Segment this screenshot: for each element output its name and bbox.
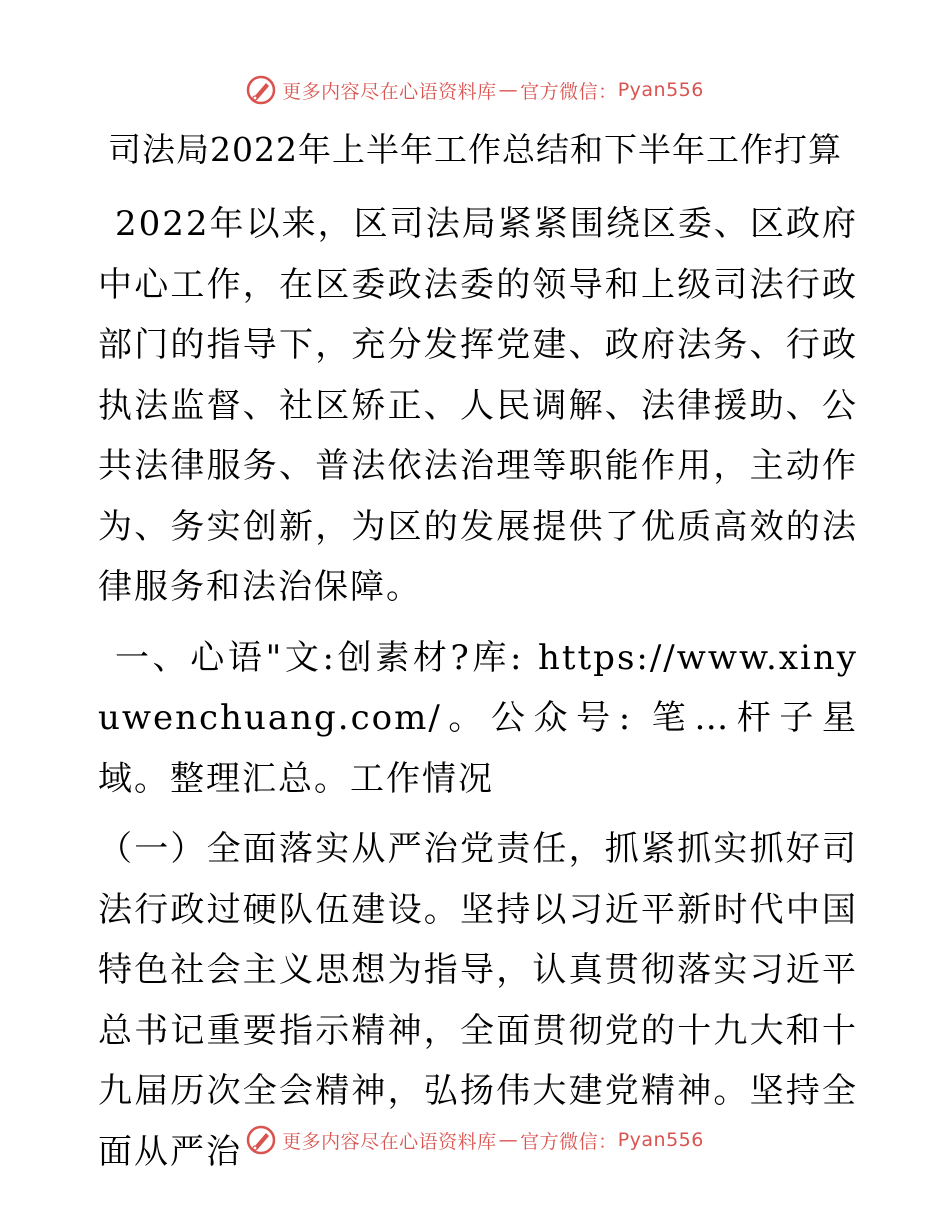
watermark-separator: — — [498, 79, 519, 101]
footer-watermark — [0, 1120, 950, 1160]
document-title: 司法局2022年上半年工作总结和下半年工作打算 — [108, 130, 842, 169]
document-body — [98, 194, 858, 1182]
paragraph-subsection-one: （一）全面落实从严治党责任，抓紧抓实抓好司法行政过硬队伍建设。坚持以习近平新时代中国特色社会主义思想为指导，认真贯彻落实习近平总书记重要指示精神，全面贯彻党的十九大和十九届历次全会精神，弘扬伟大建党精神。坚持全面从严治 — [98, 829, 858, 1172]
pen-seal-icon — [246, 75, 276, 105]
header-watermark — [0, 70, 950, 110]
watermark-main-text: 更多内容尽在心语资料库 — [282, 1130, 497, 1153]
watermark-wechat-id: Pyan556 — [617, 79, 704, 101]
watermark-wechat-label: 官方微信： — [520, 80, 618, 103]
watermark-main-text: 更多内容尽在心语资料库 — [282, 80, 497, 103]
watermark-wechat-id: Pyan556 — [617, 1129, 704, 1151]
watermark-wechat-label: 官方微信： — [520, 1130, 618, 1153]
paragraph-section-heading: 一、心语"文:创素材?库: https://www.xinyuwenchuang.com/。公众号: 笔…杆子星域。整理汇总。工作情况 — [98, 637, 858, 799]
watermark-separator: — — [498, 1129, 519, 1151]
paragraph-intro: 2022年以来，区司法局紧紧围绕区委、区政府中心工作，在区委政法委的领导和上级司法行政部门的指导下，充分发挥党建、政府法务、行政执法监督、社区矫正、人民调解、法律援助、公共法律服务、普法依法治理等职能作用，主动作为、务实创新，为区的发展提供了优质高效的法律服务和法治保障。 — [98, 204, 858, 607]
pen-seal-icon — [246, 1125, 276, 1155]
